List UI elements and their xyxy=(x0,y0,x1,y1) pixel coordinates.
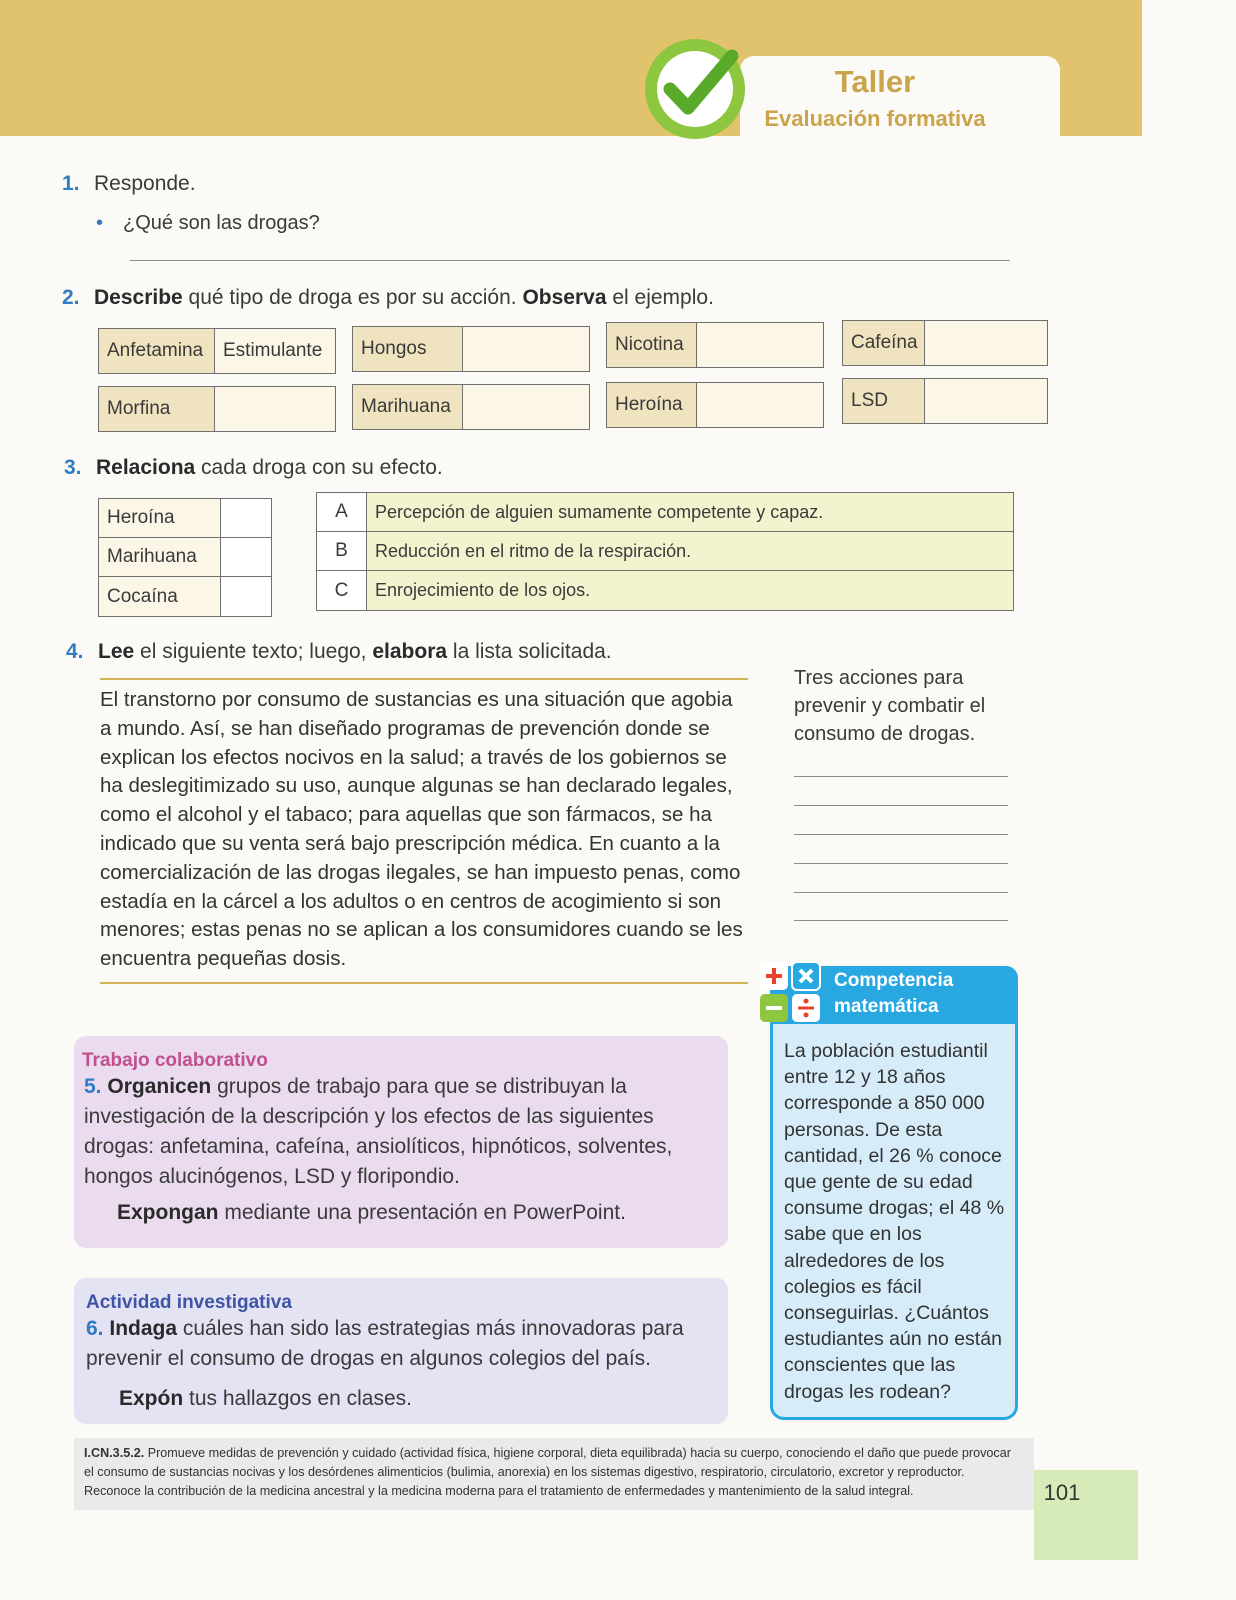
effect-row xyxy=(317,532,1013,571)
drug-name: Morfina xyxy=(99,387,215,431)
list-prompt: Tres acciones para prevenir y combatir el consumo de drogas. xyxy=(794,667,986,745)
effect-row xyxy=(317,493,1013,532)
question-number: 4. xyxy=(66,640,84,663)
question-3-verb: Relaciona xyxy=(96,456,196,479)
drug-type-field[interactable]: Estimulante xyxy=(215,329,335,373)
question-number: 3. xyxy=(64,456,82,479)
answer-line[interactable] xyxy=(794,892,1008,893)
question-3-text: cada droga con su efecto. xyxy=(195,456,443,479)
drug-type-field[interactable] xyxy=(925,321,1047,365)
page-number: 101 xyxy=(1043,1480,1081,1505)
actividad-label: Actividad investigativa xyxy=(86,1292,292,1313)
question-number: 2. xyxy=(62,286,80,309)
drug-pair xyxy=(352,384,590,430)
question-4-verb-2: elabora xyxy=(372,640,448,663)
drug-pair xyxy=(606,322,824,368)
bullet-icon: • xyxy=(96,212,104,234)
drug-name: Anfetamina xyxy=(99,329,215,373)
taller-subtitle: Evaluación formativa xyxy=(764,106,986,131)
drug-pair xyxy=(606,382,824,428)
drug-name: Hongos xyxy=(353,327,463,371)
question-4-verb-1: Lee xyxy=(98,640,135,663)
question-1-bullet-text: ¿Qué son las drogas? xyxy=(123,212,320,234)
reading-passage: El transtorno por consumo de sustancias es una situación que agobia a mundo. Así, se han diseñado programas de prevención donde se explican los efectos nocivos en la salud; a través de los gobiernos se ha deslegitimizado su uso, aunque algunas se han declarado legales, como el alcohol y el tabaco; para aquellas que son fármacos, se ha indicado que su venta será bajo prescripción médica. En cuanto a la comercialización de las drogas ilegales, se han impuesto penas, como estadía en la cárcel a los adultos o en centros de acogimiento si son menores; estas penas no se aplican a los consumidores cuando se les encuentra pequeñas dosis. xyxy=(100,678,748,984)
drug-name: Cafeína xyxy=(843,321,925,365)
match-answer-box[interactable] xyxy=(221,499,271,537)
answer-line[interactable] xyxy=(794,776,1008,777)
effect-row xyxy=(317,571,1013,610)
drug-type-field[interactable] xyxy=(697,323,823,367)
question-number: 6. xyxy=(86,1317,104,1340)
drug-name: Heroína xyxy=(607,383,697,427)
competencia-title: Competencia matemática xyxy=(834,970,954,1017)
answer-line[interactable] xyxy=(794,834,1008,835)
question-6 xyxy=(86,1314,716,1374)
question-4-text-1: el siguiente texto; luego, xyxy=(134,640,373,663)
answer-line[interactable] xyxy=(130,260,1010,261)
question-number: 1. xyxy=(62,172,80,195)
match-answer-box[interactable] xyxy=(221,577,271,616)
drug-pair xyxy=(98,386,336,432)
question-6-followup xyxy=(119,1384,719,1414)
match-answer-box[interactable] xyxy=(221,538,271,576)
drug-type-field[interactable] xyxy=(463,327,589,371)
effect-text: Reducción en el ritmo de la respiración. xyxy=(367,532,1013,570)
indicator-code: I.CN.3.5.2. xyxy=(84,1446,145,1460)
taller-title: Taller xyxy=(834,64,916,99)
question-2-verb-2: Observa xyxy=(522,286,607,309)
checkmark-icon xyxy=(640,34,750,144)
question-1 xyxy=(62,172,196,196)
drug-name: Marihuana xyxy=(353,385,463,429)
drug-type-field[interactable] xyxy=(215,387,335,431)
drug-pair xyxy=(98,328,336,374)
drug-pair xyxy=(352,326,590,372)
question-2 xyxy=(62,286,714,310)
match-row xyxy=(99,577,271,616)
question-6-verb-1: Indaga xyxy=(109,1317,178,1340)
question-1-instruction: Responde. xyxy=(94,172,196,195)
competencia-problem: La población estudiantil entre 12 y 18 años corresponde a 850 000 personas. De esta cantidad, el 26 % conoce que gente de su edad consume drogas; el 48 % sabe que en los alrededores de los colegios es fácil conseguirlas. ¿Cuántos estudiantes aún no están conscientes que las drogas les rodean? xyxy=(784,1040,1005,1403)
effect-letter: B xyxy=(317,532,367,570)
question-4 xyxy=(66,640,612,664)
answer-line[interactable] xyxy=(794,805,1008,806)
answer-line[interactable] xyxy=(794,920,1008,921)
drug-name: Nicotina xyxy=(607,323,697,367)
question-number: 5. xyxy=(84,1075,102,1098)
match-drug-name: Marihuana xyxy=(99,538,221,576)
drug-pair xyxy=(842,320,1048,366)
trabajo-label: Trabajo colaborativo xyxy=(82,1050,268,1071)
drug-type-field[interactable] xyxy=(463,385,589,429)
question-5-text-2: mediante una presentación en PowerPoint. xyxy=(218,1201,626,1224)
drug-name: LSD xyxy=(843,379,925,423)
math-operations-icon xyxy=(758,960,822,1024)
question-4-text-2: la lista solicitada. xyxy=(447,640,612,663)
answer-line[interactable] xyxy=(794,863,1008,864)
question-6-verb-2: Expón xyxy=(119,1387,184,1410)
curriculum-indicator xyxy=(84,1444,1014,1501)
drug-type-field[interactable] xyxy=(697,383,823,427)
question-5-verb-2: Expongan xyxy=(117,1201,219,1224)
question-5 xyxy=(84,1072,714,1192)
effect-text: Enrojecimiento de los ojos. xyxy=(367,571,1013,610)
question-2-text-2: el ejemplo. xyxy=(606,286,714,309)
match-row xyxy=(99,499,271,538)
question-5-verb-1: Organicen xyxy=(107,1075,212,1098)
question-2-verb-1: Describe xyxy=(94,286,183,309)
effect-letter: C xyxy=(317,571,367,610)
effect-letter: A xyxy=(317,493,367,531)
question-6-text-2: tus hallazgos en clases. xyxy=(183,1387,412,1410)
match-drug-name: Cocaína xyxy=(99,577,221,616)
indicator-text: Promueve medidas de prevención y cuidado (actividad física, higiene corporal, dieta equilibrada) hacia su cuerpo, conociendo el daño que puede provocar el consumo de sustancias nocivas y los desórdenes alimenticios (bulimia, anorexia) en los sistemas digestivo, respiratorio, circulatorio, excretor y reproductor. Reconoce la contribución de la medicina ancestral y la medicina moderna para el tratamiento de enfermedades y mantenimiento de la salud integral. xyxy=(84,1446,1011,1498)
match-row xyxy=(99,538,271,577)
drug-type-field[interactable] xyxy=(925,379,1047,423)
match-drug-name: Heroína xyxy=(99,499,221,537)
effects-table xyxy=(316,492,1014,611)
effect-text: Percepción de alguien sumamente competente y capaz. xyxy=(367,493,1013,531)
drug-pair xyxy=(842,378,1048,424)
question-5-followup xyxy=(117,1198,717,1228)
question-2-text-1: qué tipo de droga es por su acción. xyxy=(182,286,523,309)
question-5-text-1: grupos de trabajo para que se distribuyan la investigación de la descripción y los efectos de las siguientes drogas: anfetamina, cafeína, ansiolíticos, hipnóticos, solventes, hongos alucinógenos, LSD y floripondio. xyxy=(84,1075,673,1188)
question-6-text-1: cuáles han sido las estrategias más innovadoras para prevenir el consumo de drogas en algunos colegios del país. xyxy=(86,1317,684,1370)
drug-match-column xyxy=(98,498,272,617)
question-3 xyxy=(64,456,443,480)
question-1-bullet xyxy=(96,212,320,235)
